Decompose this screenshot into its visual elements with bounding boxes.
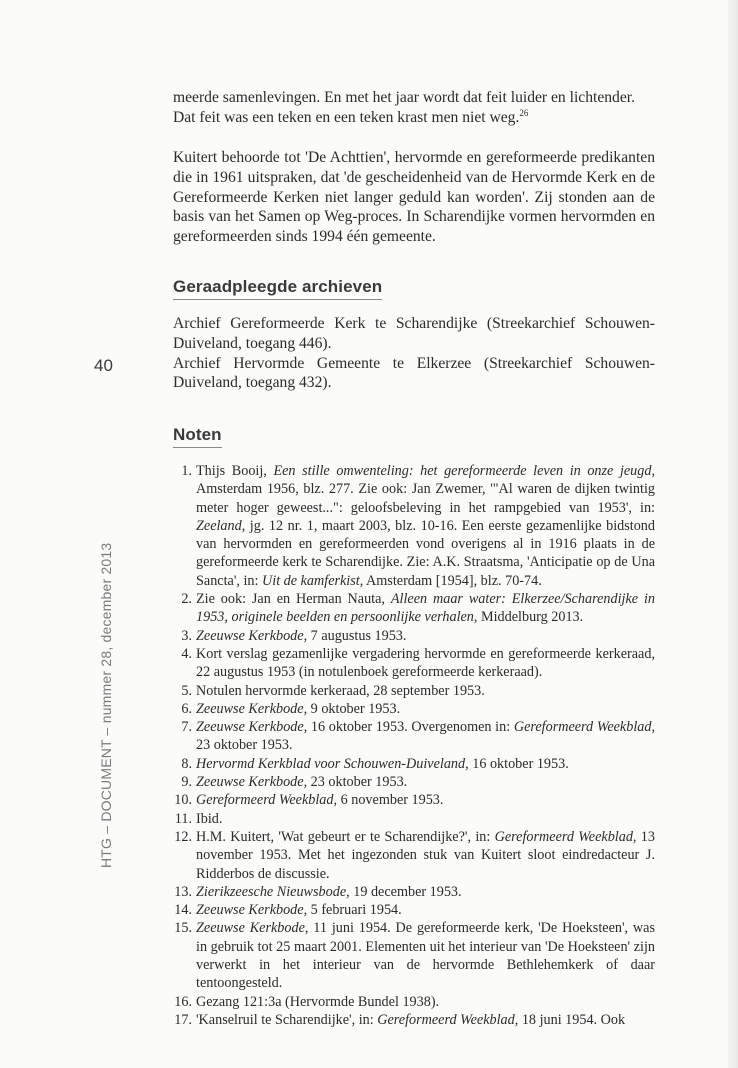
intro-line-2: Dat feit was een teken en een teken krast men niet weg.: [173, 108, 520, 126]
intro-paragraph: [173, 88, 655, 128]
footnote-title-italic: Een stille omwenteling: het gereformeerde leven in onze jeugd: [273, 463, 652, 479]
archive-entry-gereformeerde: Archief Gereformeerde Kerk te Scharendijke (Streekarchief Schouwen-Duiveland, toegang 446).: [173, 315, 655, 352]
footnote-title-italic: Gereformeerd Weekblad: [513, 719, 652, 736]
footnote-text: , Amsterdam 1956, blz. 277. Zie ook: Jan Zwemer, '"Al waren de dijken twintig meter hoger geweest...": geloofsbeleving in het rampgebied van 1953', in:: [196, 463, 656, 516]
footnote-number: 7.: [181, 719, 192, 736]
footnote-text: , jg. 12 nr. 1, maart 2003, blz. 10-16. Een eerste gezamenlijke bidstond van hervormden en gereformeerden vond overigens al in 1916 plaats in de gereformeerde kerk te Scharendijke. Zie: A.K. Straatsma, 'Anticipatie op de Una Sancta', in:: [196, 517, 655, 589]
footnote-title-italic: Gereformeerd Weekblad: [196, 792, 334, 809]
footnote-11: [173, 810, 655, 828]
footnote-text: , 16 oktober 1953.: [465, 755, 569, 772]
archives-heading: Geraadpleegde archieven: [173, 277, 382, 300]
footnote-title-italic: Zeeuwse Kerkbode: [196, 700, 304, 717]
intro-line-1: meerde samenlevingen. En met het jaar wordt dat feit luider en lichtender.: [173, 89, 636, 106]
footnote-2: [173, 590, 655, 627]
footnote-text: , 19 december 1953.: [346, 883, 462, 900]
page-edge: [728, 0, 738, 1068]
footnote-6: [173, 700, 655, 718]
footnote-text: , 13 november 1953. Met het ingezonden stuk van Kuitert sloot eindredacteur J. Ridderbos de discussie.: [196, 828, 655, 882]
footnote-text: Ibid.: [196, 810, 223, 827]
running-footer: HTG – DOCUMENT – nummer 28, december 2013: [98, 542, 114, 868]
footnote-title-italic: Zeeuwse Kerkbode: [196, 627, 304, 644]
footnote-text: , 18 juni 1954. Ook: [514, 1011, 626, 1028]
footnote-number: 4.: [181, 645, 192, 662]
footnote-text: , 23 oktober 1953.: [196, 719, 655, 754]
notes-list: [173, 462, 655, 1029]
notes-heading: Noten: [173, 425, 222, 448]
footnote-title-italic: Zeeland: [196, 517, 242, 534]
footnote-number: 5.: [181, 682, 192, 699]
footnote-12: [173, 828, 655, 883]
footnote-14: [173, 901, 655, 919]
archives-list: [173, 314, 655, 393]
footnote-16: [173, 993, 655, 1011]
footnote-text: , 16 oktober 1953. Overgenomen in:: [303, 719, 514, 736]
footnote-text: H.M. Kuitert, 'Wat gebeurt er te Scharendijke?', in:: [196, 828, 495, 845]
footnote-number: 3.: [181, 627, 192, 644]
footnote-number: 15.: [174, 920, 192, 937]
footnote-number: 8.: [181, 755, 192, 772]
footnote-7: [173, 718, 655, 755]
footnote-4: [173, 645, 655, 682]
footnote-text: Notulen hervormde kerkeraad, 28 september 1953.: [196, 682, 485, 699]
footnote-number: 17.: [174, 1011, 192, 1028]
footnote-text: , 5 februari 1954.: [303, 902, 402, 919]
footnote-3: [173, 627, 655, 645]
footnote-1: [173, 462, 655, 590]
footnote-title-italic: Gereformeerd Weekblad: [377, 1011, 515, 1028]
footnote-title-italic: Zeeuwse Kerkbode: [196, 902, 304, 919]
footnote-text: , 6 november 1953.: [333, 792, 444, 809]
footnote-number: 9.: [181, 774, 192, 791]
footnote-number: 2.: [181, 591, 192, 608]
footnote-title-italic: Zeeuwse Kerkbode: [196, 774, 304, 791]
footnote-text: , 9 oktober 1953.: [303, 700, 401, 717]
footnote-text: , Amsterdam [1954], blz. 70-74.: [359, 572, 542, 589]
footnote-9: [173, 773, 655, 791]
footnote-title-italic: Uit de kamferkist: [262, 572, 360, 589]
footnote-5: [173, 682, 655, 700]
footnote-title-italic: Gereformeerd Weekblad: [494, 828, 633, 845]
footnote-number: 11.: [174, 810, 192, 827]
footnote-text: , Middelburg 2013.: [473, 609, 584, 626]
footnote-text: Kort verslag gezamenlijke vergadering hervormde en gereformeerde kerkeraad, 22 augustus 1953 (in notulenboek gereformeerde kerkeraad).: [196, 645, 655, 681]
footnote-title-italic: Zeeuwse Kerkbode: [196, 920, 305, 937]
footnote-title-italic: Zeeuwse Kerkbode: [196, 719, 304, 736]
footnote-text: , 23 oktober 1953.: [303, 774, 408, 791]
footnote-number: 10.: [174, 792, 192, 809]
footnote-text: Gezang 121:3a (Hervormde Bundel 1938).: [196, 993, 440, 1010]
footnote-number: 13.: [174, 883, 192, 900]
footnote-17: [173, 1011, 655, 1029]
footnote-text: , 11 juni 1954. De gereformeerde kerk, 'De Hoeksteen', was in gebruik tot 25 maart 2001. Elementen uit het interieur van 'De Hoeksteen' zijn verwerkt in het interieur van de hervormde Bethlehemkerk of daar tentoongesteld.: [196, 920, 655, 992]
archive-entry-hervormde: Archief Hervormde Gemeente te Elkerzee (Streekarchief Schouwen-Duiveland, toegang 432).: [173, 354, 655, 392]
footnote-10: [173, 791, 655, 809]
footnote-title-italic: Alleen maar water: Elkerzee/Scharendijke in 1953, originele beelden en persoonlijke verhalen: [196, 591, 655, 626]
kuitert-paragraph: Kuitert behoorde tot 'De Achttien', hervormde en gereformeerde predikanten die in 1961 uitspraken, dat 'de gescheidenheid van de Hervormde Kerk en de Gereformeerde Kerken niet langer geduld kan worden'. Zij stonden aan de basis van het Samen op Weg-proces. In Scharendijke vormen hervormden en gereformeerden sinds 1994 één gemeente.: [173, 149, 655, 246]
footnote-number: 6.: [181, 700, 192, 717]
page-number: 40: [94, 356, 113, 375]
footnote-text: Zie ook: Jan en Herman Nauta,: [196, 591, 391, 608]
footnote-number: 14.: [174, 902, 192, 919]
footnote-text: 'Kanselruil te Scharendijke', in:: [196, 1011, 378, 1028]
footnote-number: 12.: [174, 828, 192, 845]
footnote-title-italic: Zierikzeesche Nieuwsbode: [196, 883, 347, 900]
footnote-13: [173, 883, 655, 901]
footnote-number: 16.: [174, 993, 192, 1010]
footnote-ref-26[interactable]: 26: [519, 107, 529, 118]
footnote-15: [173, 919, 655, 992]
footnote-8: [173, 755, 655, 773]
footnote-text: , 7 augustus 1953.: [303, 627, 407, 644]
footnote-title-italic: Hervormd Kerkblad voor Schouwen-Duiveland: [196, 755, 466, 772]
footnote-text: Thijs Booij,: [196, 463, 274, 479]
footnote-number: 1.: [181, 463, 192, 479]
